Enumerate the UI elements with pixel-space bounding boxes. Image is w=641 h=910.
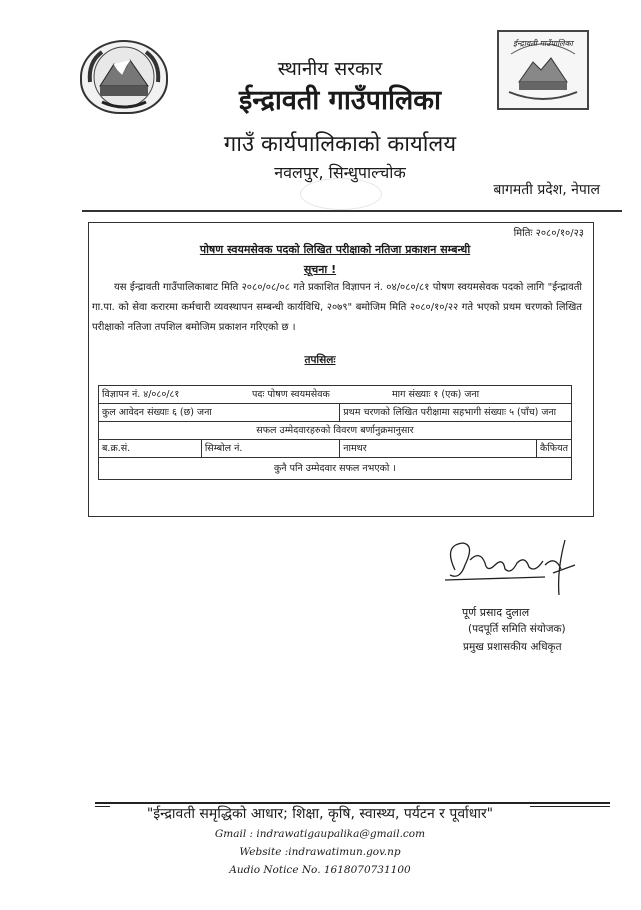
- col-header-remarks: कैफियत: [536, 440, 571, 458]
- office-name: गाउँ कार्यपालिकाको कार्यालय: [223, 132, 457, 157]
- table-row: [99, 422, 572, 440]
- office-address: नवलपुर, सिन्धुपाल्चोक: [274, 163, 406, 182]
- details-heading: तपसिलः: [304, 354, 336, 366]
- participants-count: प्रथम चरणको लिखित परीक्षामा सहभागी संख्याः ५ (पाँच) जना: [340, 404, 572, 422]
- notice-subject: पोषण स्वयमसेवक पदको लिखित परीक्षाको नतिजा प्रकाशन सम्बन्धी: [199, 243, 471, 256]
- table-header-row: [99, 440, 572, 458]
- result-table: [98, 385, 572, 480]
- signatory-name: पूर्ण प्रसाद दुलाल: [462, 606, 530, 619]
- signatory-title: प्रमुख प्रशासकीय अधिकृत: [463, 641, 562, 653]
- col-header-name: नामथर: [340, 440, 537, 458]
- emblem-icon: [82, 42, 166, 112]
- gov-line: स्थानीय सरकार: [277, 58, 383, 80]
- signature-graphic: [425, 535, 585, 600]
- header-divider: [82, 210, 622, 212]
- signatory-role: (पदपूर्ति समिति संयोजक): [468, 623, 566, 635]
- demand-count: माग संख्याः १ (एक) जना: [392, 389, 480, 400]
- notice-body: यस ईन्द्रावती गाउँपालिकाबाट मिति २०८०/०८/०८ गते प्रकाशित विज्ञापन नं. ०४/०८०/८१ पोषण स्वयमसेवक पदको लागि "ईन्द्रावती गा.पा. को सेवा करारमा कर्मचारी व्यवस्थापन सम्बन्धी कार्यविधि, २०७९" बमोजिम मिति २०८०/१०/२२ गते भएको प्रथम चरणको लिखित परीक्षाको नतिजा तपशिल बमोजिम प्रकाशन गरिएको छ ।: [92, 282, 582, 333]
- nepal-emblem-logo: [80, 40, 168, 114]
- municipality-logo: [497, 30, 589, 110]
- notice-date: मितिः २०८०/१०/२३: [513, 228, 584, 239]
- ad-number: विज्ञापन नं. ४/०८०/८१: [102, 389, 180, 400]
- col-header-symbol: सिम्बोल नं.: [201, 440, 339, 458]
- right-logo-text: ईन्द्रावती गाउँपालिका: [513, 39, 573, 48]
- footer-audio-notice: Audio Notice No. 1618070731100: [229, 864, 411, 876]
- municipality-name: ईन्द्रावती गाउँपालिका: [238, 85, 442, 116]
- section-title: सफल उम्मेदवारहरुको विवरण बर्णानुक्रमानुसार: [99, 422, 572, 440]
- footer-motto: "ईन्द्रावती समृद्धिको आधार; शिक्षा, कृषि, स्वास्थ्य, पर्यटन र पूर्वाधार": [110, 804, 530, 823]
- applicants-count: कुल आवेदन संख्याः ६ (छ) जना: [99, 404, 340, 422]
- province-text: बागमती प्रदेश, नेपाल: [493, 182, 600, 198]
- notice-heading: सूचना !: [303, 263, 337, 276]
- table-row: [99, 386, 572, 404]
- table-row: [99, 404, 572, 422]
- footer-website: Website :indrawatimun.gov.np: [239, 846, 401, 858]
- no-result-message: कुनै पनि उम्मेदवार सफल नभएको ।: [99, 458, 572, 480]
- col-header-serial: ब.क्र.सं.: [99, 440, 202, 458]
- post-name: पदः पोषण स्वयमसेवक: [252, 389, 330, 400]
- footer-email: Gmail : indrawatigaupalika@gmail.com: [214, 828, 426, 840]
- ad-info-cell: [99, 386, 572, 404]
- faint-stamp: [300, 178, 382, 210]
- table-row: [99, 458, 572, 480]
